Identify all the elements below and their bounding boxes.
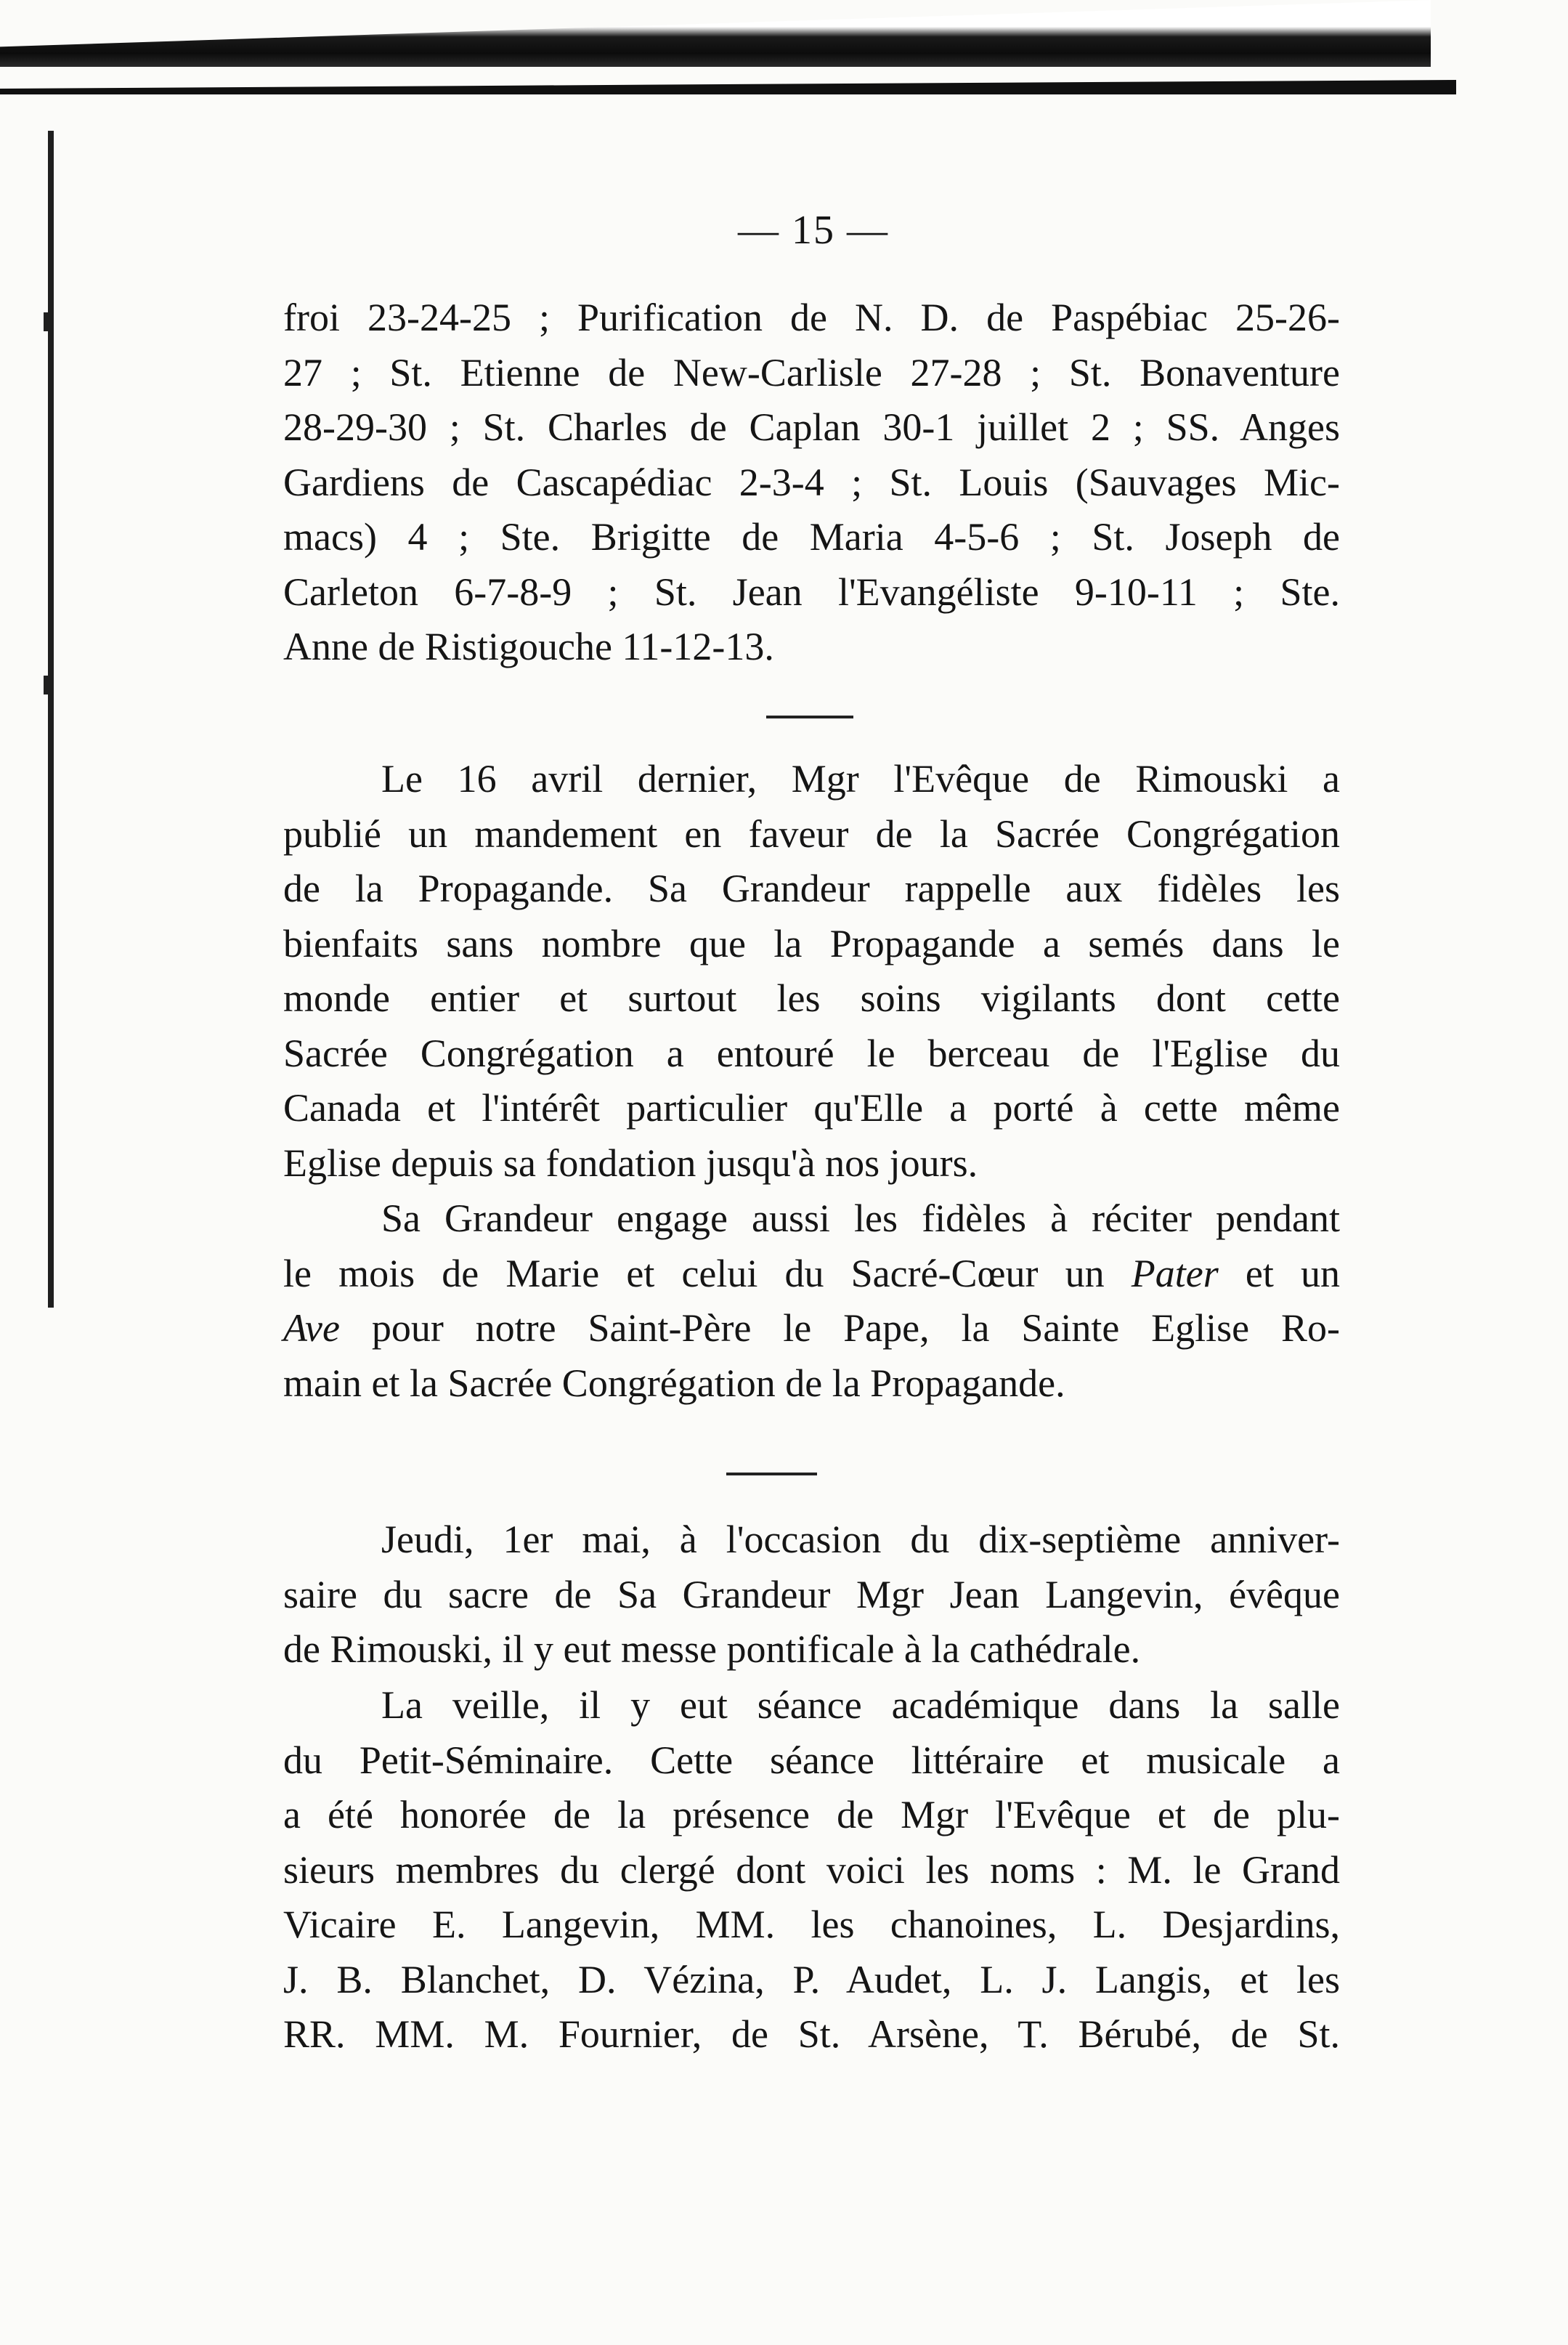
text-line: Canada et l'intérêt particulier qu'Elle a porté à cette même [283,1086,1340,1130]
text-line: macs) 4 ; Ste. Brigitte de Maria 4-5-6 ; St. Joseph de [283,515,1340,559]
text-line: a été honorée de la présence de Mgr l'Evêque et de plu- [283,1793,1340,1836]
section-separator [726,1473,817,1475]
text-line: Jeudi, 1er mai, à l'occasion du dix-septième anniver- [381,1518,1340,1561]
text-line: 27 ; St. Etienne de New-Carlisle 27-28 ; St. Bonaventure [283,350,1340,394]
page-top-shadow [0,0,1431,67]
text-fragment: et un [1218,1251,1340,1295]
page-number: — 15 — [738,208,889,253]
text-line: bienfaits sans nombre que la Propagande a semés dans le [283,921,1340,965]
text-line: Sa Grandeur engage aussi les fidèles à réciter pendant [381,1196,1340,1240]
text-line [283,1301,1340,1356]
text-line: Sacrée Congrégation a entouré le berceau de l'Eglise du [283,1031,1340,1075]
text-line: monde entier et surtout les soins vigilants dont cette [283,976,1340,1020]
text-line: Gardiens de Cascapédiac 2-3-4 ; St. Louis (Sauvages Mic- [283,460,1340,504]
text-line: de la Propagande. Sa Grandeur rappelle aux fidèles les [283,867,1340,910]
text-line: Anne de Ristigouche 11-12-13. [283,625,774,668]
text-line [283,1247,1340,1302]
text-line: La veille, il y eut séance académique dans la salle [381,1683,1340,1727]
text-line: J. B. Blanchet, D. Vézina, P. Audet, L. J. Langis, et les [283,1957,1340,2001]
section-separator [766,716,853,718]
paragraph-anniversary [283,1512,1340,1677]
text-line: Carleton 6-7-8-9 ; St. Jean l'Evangéliste 9-10-11 ; Ste. [283,570,1340,614]
paragraph-prayers [283,1191,1340,1411]
text-fragment: pour notre Saint-Père le Pape, la Sainte Eglise Ro- [339,1306,1340,1350]
text-line: de Rimouski, il y eut messe pontificale à la cathédrale. [283,1627,1141,1671]
italic-ave: Ave [283,1306,340,1350]
text-line: saire du sacre de Sa Grandeur Mgr Jean Langevin, évêque [283,1572,1340,1616]
text-line: 28-29-30 ; St. Charles de Caplan 30-1 juillet 2 ; SS. Anges [283,405,1340,449]
text-fragment: le mois de Marie et celui du Sacré-Cœur un [283,1251,1132,1295]
text-line: Eglise depuis sa fondation jusqu'à nos jours. [283,1141,978,1185]
binding-mark [44,312,54,331]
italic-pater: Pater [1131,1251,1219,1295]
text-line: du Petit-Séminaire. Cette séance littéraire et musicale a [283,1738,1340,1782]
text-line: Vicaire E. Langevin, MM. les chanoines, L. Desjardins, [283,1903,1340,1946]
text-line: Le 16 avril dernier, Mgr l'Evêque de Rimouski a [381,757,1340,801]
text-line: sieurs membres du clergé dont voici les noms : M. le Grand [283,1847,1340,1892]
text-line: RR. MM. M. Fournier, de St. Arsène, T. Bérubé, de St. [283,2012,1340,2056]
page-top-rule [0,80,1456,94]
paragraph-parish-visits [283,291,1340,675]
page-binding-edge [48,131,54,1308]
text-line: publié un mandement en faveur de la Sacrée Congrégation [283,811,1340,856]
text-line: main et la Sacrée Congrégation de la Propagande. [283,1361,1065,1405]
text-line: froi 23-24-25 ; Purification de N. D. de Paspébiac 25-26- [283,296,1340,339]
paragraph-mandement [283,752,1340,1191]
paragraph-academic-session [283,1678,1340,2062]
binding-mark [44,676,54,694]
